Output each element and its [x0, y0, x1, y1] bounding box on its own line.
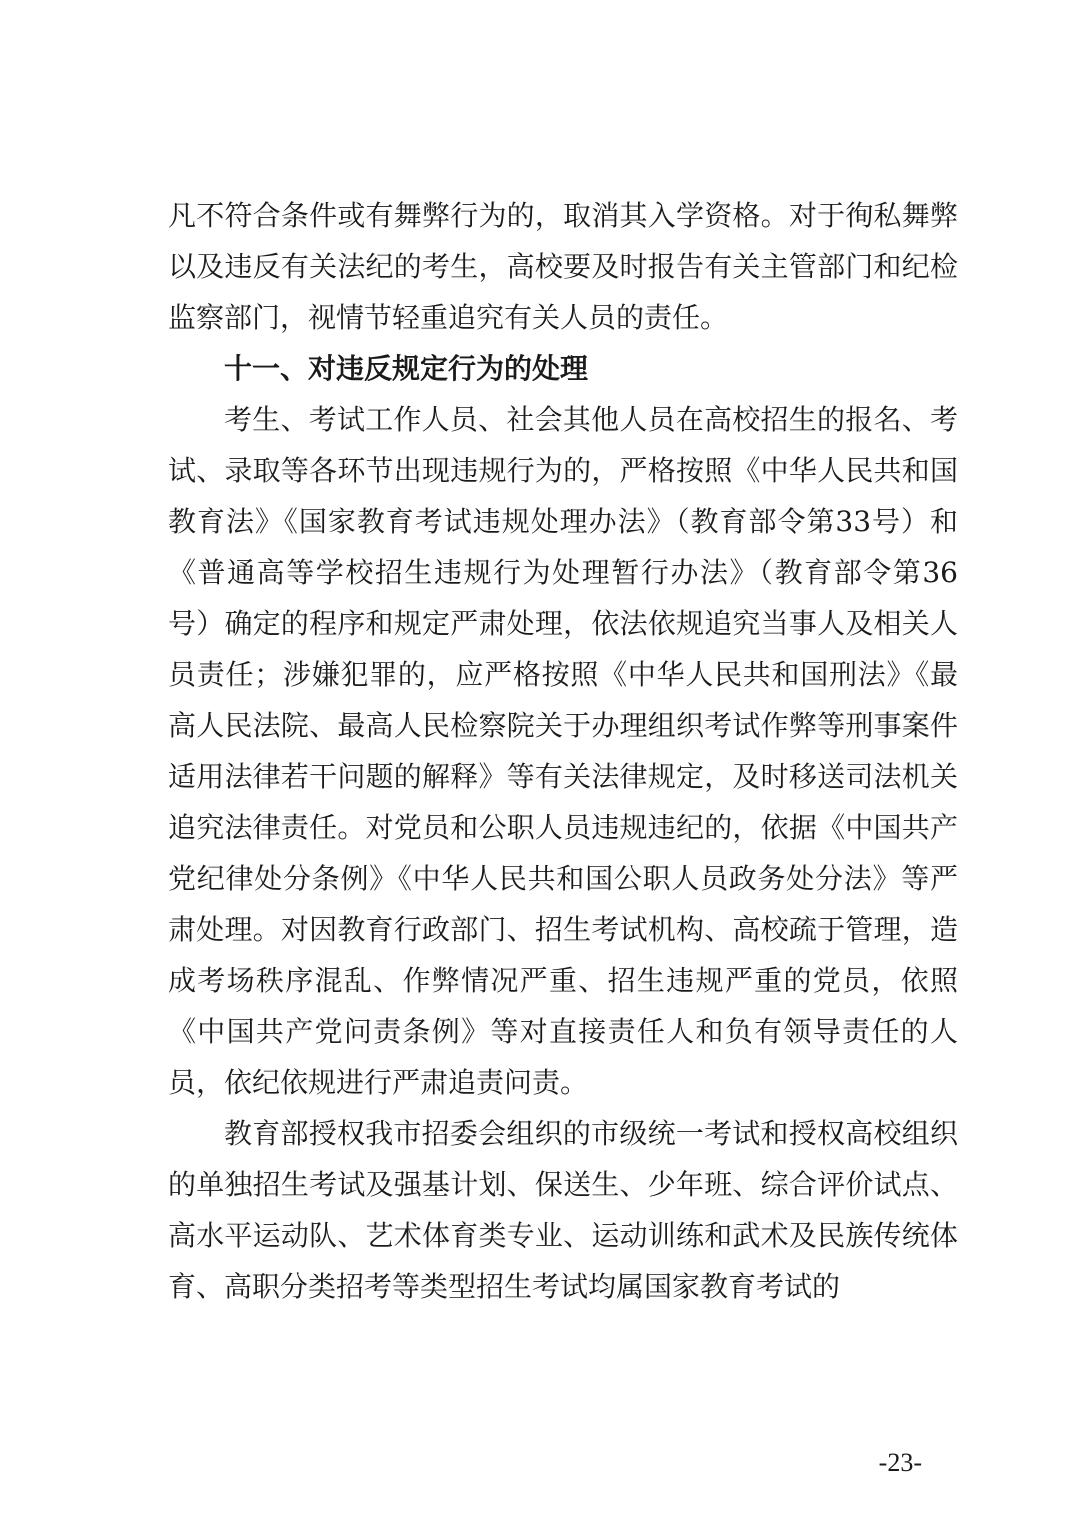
section-heading: 十一、对违反规定行为的处理 — [224, 352, 589, 385]
document-body — [168, 190, 958, 1312]
page-number: -23- — [878, 1448, 922, 1477]
paragraph-continuation: 凡不符合条件或有舞弊行为的，取消其入学资格。对于徇私舞弊以及违反有关法纪的考生，高校要及时报告有关主管部门和纪检监察部门，视情节轻重追究有关人员的责任。 — [168, 199, 958, 334]
paragraph-authorized-exams: 教育部授权我市招委会组织的市级统一考试和授权高校组织的单独招生考试及强基计划、保送生、少年班、综合评价试点、高水平运动队、艺术体育类专业、运动训练和武术及民族传统体育、高职分类招考等类型招生考试均属国家教育考试的 — [168, 1117, 958, 1303]
paragraph-violation-handling: 考生、考试工作人员、社会其他人员在高校招生的报名、考试、录取等各环节出现违规行为的，严格按照《中华人民共和国教育法》《国家教育考试违规处理办法》（教育部令第33号）和《普通高等学校招生违规行为处理暂行办法》（教育部令第36号）确定的程序和规定严肃处理，依法依规追究当事人及相关人员责任；涉嫌犯罪的，应严格按照《中华人民共和国刑法》《最高人民法院、最高人民检察院关于办理组织考试作弊等刑事案件适用法律若干问题的解释》等有关法律规定，及时移送司法机关追究法律责任。对党员和公职人员违规违纪的，依据《中国共产党纪律处分条例》《中华人民共和国公职人员政务处分法》等严肃处理。对因教育行政部门、招生考试机构、高校疏于管理，造成考场秩序混乱、作弊情况严重、招生违规严重的党员，依照《中国共产党问责条例》等对直接责任人和负有领导责任的人员，依纪依规进行严肃追责问责。 — [168, 403, 958, 1099]
